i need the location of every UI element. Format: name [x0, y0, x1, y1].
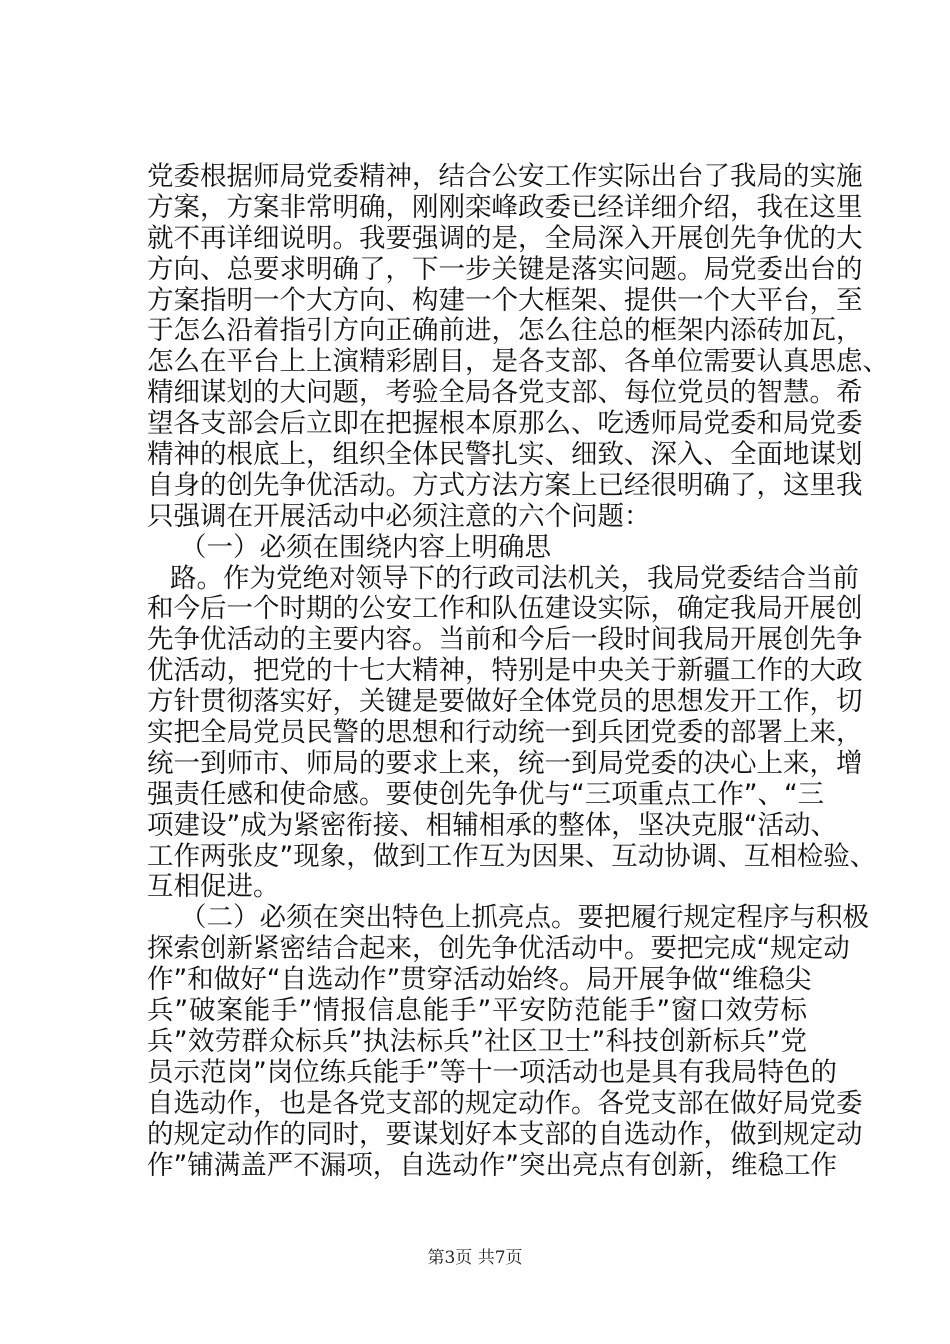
- text-line: 路。作为党绝对领导下的行政司法机关，我局党委结合当前: [170, 562, 859, 594]
- text-line: 自选动作，也是各党支部的规定动作。各党支部在做好局党委: [147, 1087, 863, 1119]
- text-line: 互相促进。: [147, 871, 280, 903]
- text-line: 实把全局党员民警的思想和行动统一到兵团党委的部署上来，: [147, 717, 863, 749]
- text-line: （一）必须在围绕内容上明确思: [180, 531, 551, 563]
- text-line: 优活动，把党的十七大精神，特别是中央关于新疆工作的大政: [147, 655, 863, 687]
- text-line: 作”铺满盖严不漏项，自选动作”突出亮点有创新，维稳工作: [147, 1149, 837, 1181]
- text-line: 望各支部会后立即在把握根本原那么、吃透师局党委和局党委: [147, 408, 863, 440]
- text-line: 统一到师市、师局的要求上来，统一到局党委的决心上来，增: [147, 747, 863, 779]
- text-line: 于怎么沿着指引方向正确前进，怎么往总的框架内添砖加瓦，: [147, 315, 863, 347]
- text-line: 兵”破案能手”情报信息能手”平安防范能手”窗口效劳标: [147, 995, 807, 1027]
- text-line: 和今后一个时期的公安工作和队伍建设实际，确定我局开展创: [147, 593, 863, 625]
- text-line: 先争优活动的主要内容。当前和今后一段时间我局开展创先争: [147, 624, 863, 656]
- text-line: 员示范岗”岗位练兵能手”等十一项活动也是具有我局特色的: [147, 1056, 837, 1088]
- text-line: 兵”效劳群众标兵”执法标兵”社区卫士”科技创新标兵”党: [147, 1025, 807, 1057]
- text-line: 项建设”成为紧密衔接、相辅相承的整体，坚决克服“活动、: [147, 809, 837, 841]
- text-line: 精细谋划的大问题，考验全局各党支部、每位党员的智慧。希: [147, 377, 863, 409]
- text-line: 就不再详细说明。我要强调的是，全局深入开展创先争优的大: [147, 222, 863, 254]
- text-line: 党委根据师局党委精神，结合公安工作实际出台了我局的实施: [147, 161, 863, 192]
- text-line: 自身的创先争优活动。方式方法方案上已经很明确了，这里我: [147, 469, 863, 501]
- text-line: 探索创新紧密结合起来，创先争优活动中。要把完成“规定动: [147, 933, 850, 965]
- text-line: 强责任感和使命感。要使创先争优与“三项重点工作”、“三: [147, 778, 825, 810]
- text-line: 的规定动作的同时，要谋划好本支部的自选动作，做到规定动: [147, 1118, 863, 1150]
- text-line: 精神的根底上，组织全体民警扎实、细致、深入、全面地谋划: [147, 439, 863, 471]
- page-footer: 第3页 共7页: [427, 1248, 523, 1268]
- text-line: （二）必须在突出特色上抓亮点。要把履行规定程序与积极: [180, 902, 869, 934]
- text-line: 方案，方案非常明确，刚刚栾峰政委已经详细介绍，我在这里: [147, 191, 863, 223]
- text-line: 怎么在平台上上演精彩剧目，是各支部、各单位需要认真思虑、: [147, 346, 889, 378]
- text-line: 工作两张皮”现象，做到工作互为因果、互动协调、互相检验、: [147, 840, 877, 872]
- text-line: 只强调在开展活动中必须注意的六个问题：: [147, 500, 651, 532]
- body-text: [147, 161, 889, 1181]
- text-line: 作”和做好“自选动作”贯穿活动始终。局开展争做“维稳尖: [147, 964, 812, 996]
- text-line: 方针贯彻落实好，关键是要做好全体党员的思想发开工作，切: [147, 686, 863, 718]
- text-line: 方向、总要求明确了，下一步关键是落实问题。局党委出台的: [147, 253, 863, 285]
- text-line: 方案指明一个大方向、构建一个大框架、提供一个大平台，至: [147, 284, 863, 316]
